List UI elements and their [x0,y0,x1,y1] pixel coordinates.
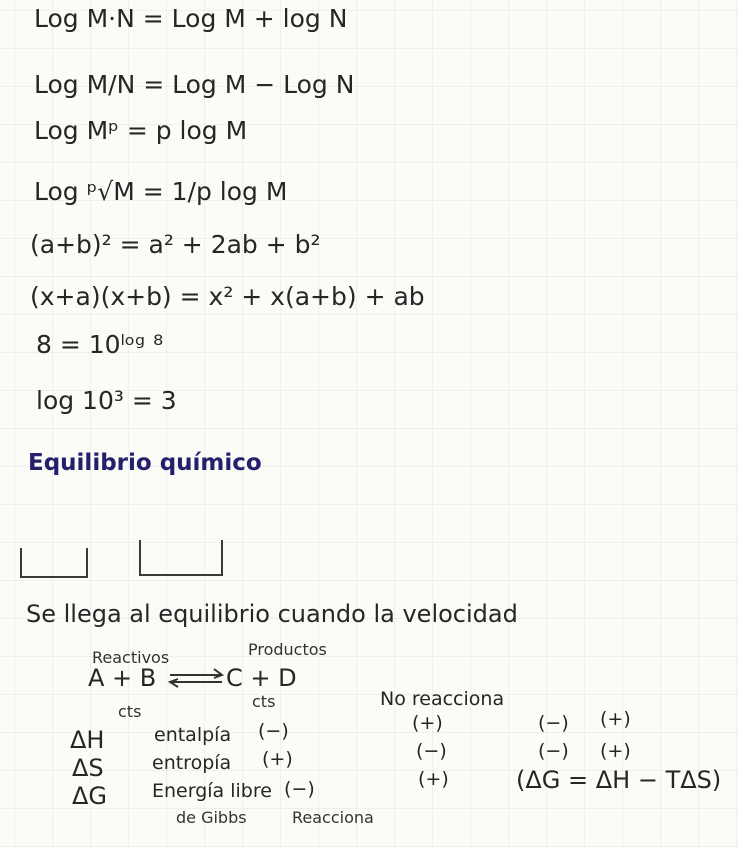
row1-col1: (+) [412,712,443,734]
row3-col1: (+) [418,768,449,790]
cts-left: cts [118,702,142,721]
sign-entropia: (+) [262,748,293,770]
sketch-box-right [139,540,223,576]
reaction-right-side: C + D [226,664,297,692]
name-entropia: entropía [152,752,232,774]
no-reacciona-label: No reacciona [380,688,505,710]
row1-col3: (+) [600,708,631,730]
row1-col2: (−) [538,712,569,734]
row2-col3: (+) [600,740,631,762]
equilibrium-sentence: Se llega al equilibrio cuando la velocidad [26,600,518,628]
sign-entalpia: (−) [258,720,289,742]
row2-col2: (−) [538,740,569,762]
name-energia-libre: Energía libre [152,780,272,802]
symbol-delta-h: ΔH [70,726,105,754]
name-entalpia: entalpía [154,724,232,746]
formula-log-power: Log Mᵖ = p log M [34,116,248,145]
equilibrium-arrow-icon [168,668,226,688]
row2-col1: (−) [416,740,447,762]
sign-energia-libre: (−) [284,778,315,800]
formula-log-root: Log ᵖ√M = 1/p log M [34,177,288,206]
reacciona-label: Reacciona [292,808,374,827]
gibbs-label: de Gibbs [176,808,247,827]
section-heading: Equilibrio químico [28,450,262,476]
formula-log-quotient: Log M/N = Log M − Log N [34,70,355,99]
symbol-delta-g: ΔG [72,782,108,810]
reactants-label: Reactivos [92,648,170,667]
sketch-box-left [20,548,88,578]
formula-binomial-product: (x+a)(x+b) = x² + x(a+b) + ab [30,282,425,311]
gibbs-equation: (ΔG = ΔH − TΔS) [516,766,722,794]
symbol-delta-s: ΔS [72,754,104,782]
formula-log-ten-cubed: log 10³ = 3 [36,386,177,415]
formula-square-binomial: (a+b)² = a² + 2ab + b² [30,230,321,259]
formula-log-product: Log M·N = Log M + log N [34,4,348,33]
products-label: Productos [248,640,327,659]
reaction-left-side: A + B [88,664,157,692]
cts-right: cts [252,692,276,711]
formula-eight: 8 = 10ˡᵒᵍ ⁸ [36,330,164,359]
